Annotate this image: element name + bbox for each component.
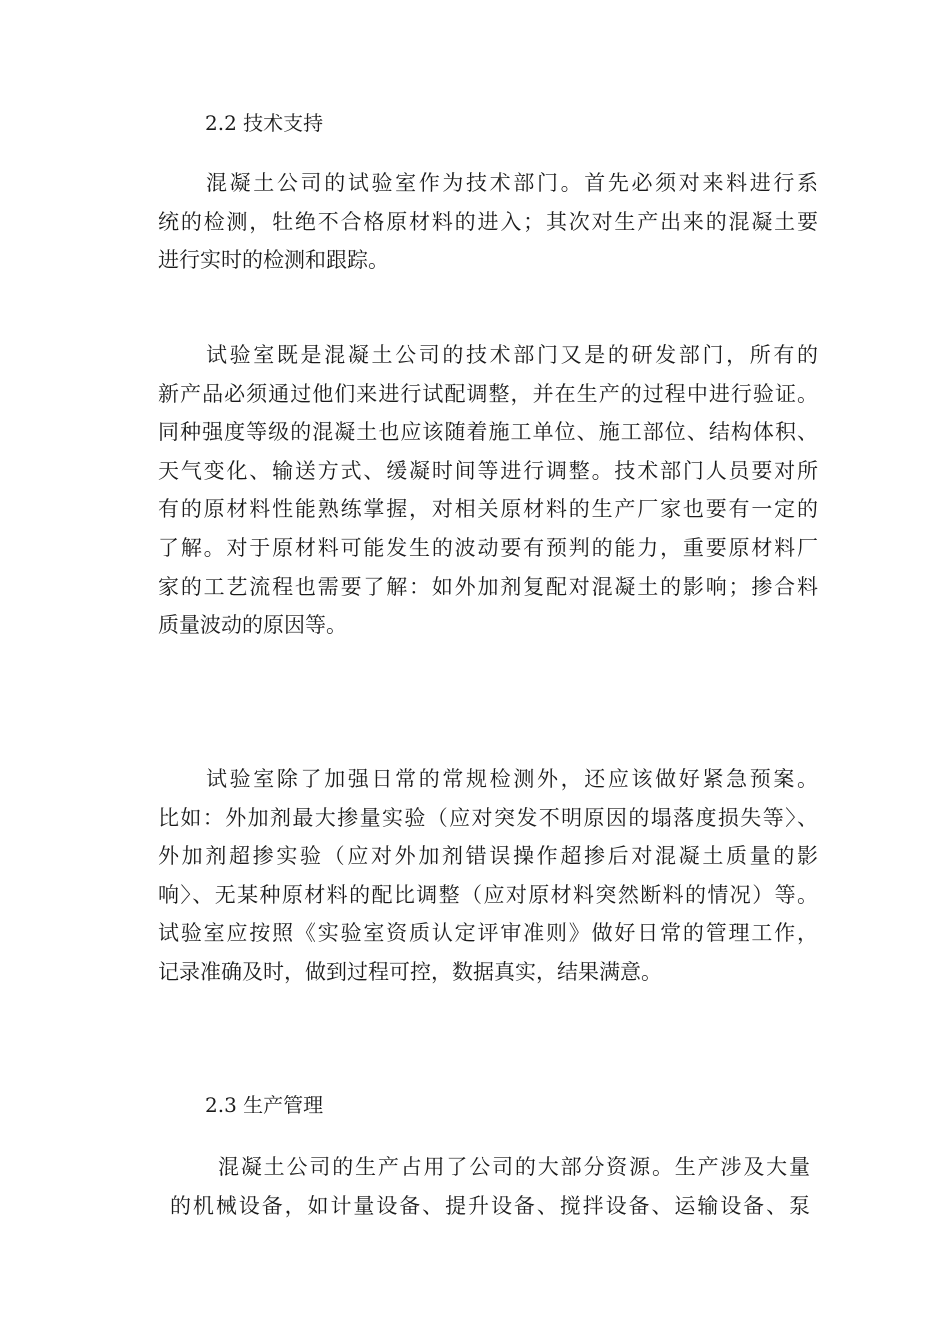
paragraph-1 <box>158 164 818 280</box>
paragraph-line: 质量波动的原因等。 <box>158 613 347 638</box>
paragraph-line: 统的检测，牡绝不合格原材料的进入；其次对生产出来的混凝土要 <box>158 209 818 234</box>
paragraph-2 <box>158 336 818 645</box>
paragraph-line: 混凝土公司的试验室作为技术部门。首先必须对来料进行系 <box>206 171 818 195</box>
paragraph-line: 混凝土公司的生产占用了公司的大部分资源。生产涉及大量 <box>218 1155 810 1179</box>
section-heading-2-3: 2.3 生产管理 <box>205 1093 324 1117</box>
paragraph-line: 进行实时的检测和跟踪。 <box>158 248 389 273</box>
paragraph-line: 有的原材料性能熟练掌握，对相关原材料的生产厂家也要有一定的 <box>158 497 818 522</box>
paragraph-4 <box>170 1148 810 1225</box>
section-heading-2-2: 2.2 技术支持 <box>205 111 324 135</box>
paragraph-line: 试验室应按照《实验室资质认定评审准则》做好日常的管理工作， <box>158 921 818 946</box>
paragraph-3 <box>158 760 818 992</box>
paragraph-line: 比如：外加剂最大掺量实验（应对突发不明原因的塌落度损失等〉、 <box>158 805 818 830</box>
paragraph-line: 的机械设备，如计量设备、提升设备、搅拌设备、运输设备、泵 <box>170 1193 810 1218</box>
paragraph-line: 响〉、无某种原材料的配比调整（应对原材料突然断料的情况）等。 <box>158 882 818 907</box>
paragraph-line: 试验室除了加强日常的常规检测外，还应该做好紧急预案。 <box>206 767 818 791</box>
paragraph-line: 试验室既是混凝土公司的技术部门又是的研发部门，所有的 <box>206 343 818 367</box>
paragraph-line: 天气变化、输送方式、缓凝时间等进行调整。技术部门人员要对所 <box>158 458 818 483</box>
paragraph-line: 同种强度等级的混凝土也应该随着施工单位、施工部位、结构体积、 <box>158 420 818 445</box>
paragraph-line: 家的工艺流程也需要了解：如外加剂复配对混凝土的影响；掺合料 <box>158 574 818 599</box>
paragraph-line: 记录准确及时，做到过程可控，数据真实，结果满意。 <box>158 959 662 984</box>
paragraph-line: 了解。对于原材料可能发生的波动要有预判的能力，重要原材料厂 <box>158 535 818 560</box>
paragraph-line: 新产品必须通过他们来进行试配调整，并在生产的过程中进行验证。 <box>158 381 818 406</box>
paragraph-line: 外加剂超掺实验（应对外加剂错误操作超掺后对混凝土质量的影 <box>158 844 818 869</box>
